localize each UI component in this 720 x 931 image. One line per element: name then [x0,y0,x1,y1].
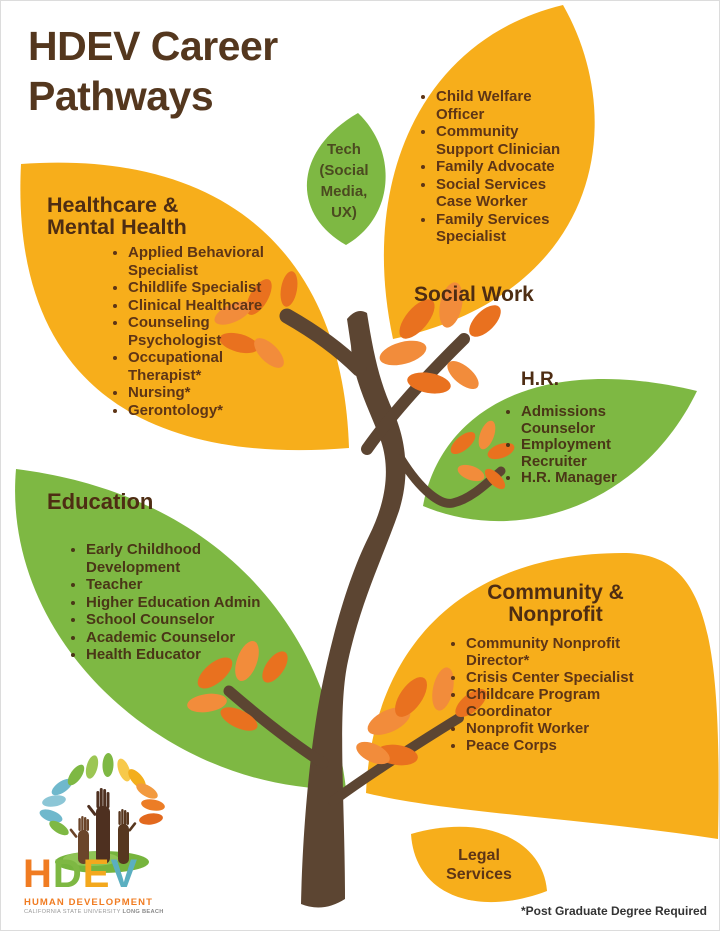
logo-campus-name: LONG BEACH [122,909,164,915]
career-item: • Family Advocate [436,158,571,176]
hdev-logo-wordmark [23,852,138,896]
tech-leaf-label: Tech (Social Media, UX) [319,141,369,221]
career-item: • Academic Counselor [86,629,261,647]
logo-institution-line [24,909,164,915]
footnote: *Post Graduate Degree Required [520,904,707,918]
career-item: • Occupational Therapist* [128,349,298,384]
career-item: • Community Nonprofit Director* [466,635,666,669]
logo-letter-e: E [82,852,111,896]
career-item: • H.R. Manager [521,470,643,487]
career-item: • School Counselor [86,611,261,629]
career-item: • Childcare Program Coordinator [466,686,666,720]
hr-heading: H.R. [521,369,559,390]
career-item: • Child Welfare Officer [436,88,571,123]
career-item: • Higher Education Admin [86,594,261,612]
career-item: • Applied Behavioral Specialist [128,244,298,279]
healthcare-heading: Healthcare & Mental Health [47,193,187,239]
career-item: • Employment Recruiter [521,437,643,470]
education-career-list [69,541,261,664]
career-item: • Family Services Specialist [436,211,571,246]
social-work-heading: Social Work [414,283,534,306]
healthcare-career-list [111,244,298,419]
page-title: HDEV Career Pathways [28,23,278,119]
career-item: • Counseling Psychologist [128,314,298,349]
hr-career-list [504,404,643,487]
career-item: • Admissions Counselor [521,404,643,437]
social-work-career-list [419,88,571,246]
logo-letter-h: H [23,852,53,896]
career-item: • Clinical Healthcare [128,297,298,315]
career-item: • Crisis Center Specialist [466,669,666,686]
community-nonprofit-heading: Community & Nonprofit [487,581,624,626]
career-item: • Nursing* [128,384,298,402]
career-item: • Early Childhood Development [86,541,261,576]
career-item: • Gerontology* [128,402,298,420]
career-item: • Community Support Clinician [436,123,571,158]
career-item: • Teacher [86,576,261,594]
education-heading: Education [47,489,154,514]
career-item: • Social Services Case Worker [436,176,571,211]
career-item: • Health Educator [86,646,261,664]
career-item: • Peace Corps [466,737,666,754]
career-item: • Nonprofit Worker [466,720,666,737]
community-career-list [449,635,666,754]
career-item: • Childlife Specialist [128,279,298,297]
logo-institution: CALIFORNIA STATE UNIVERSITY [24,909,121,915]
legal-services-leaf-label: Legal Services [446,847,512,883]
logo-department-name: HUMAN DEVELOPMENT [24,897,154,908]
logo-letter-v: V [110,852,139,896]
logo-letter-d: D [52,852,83,896]
